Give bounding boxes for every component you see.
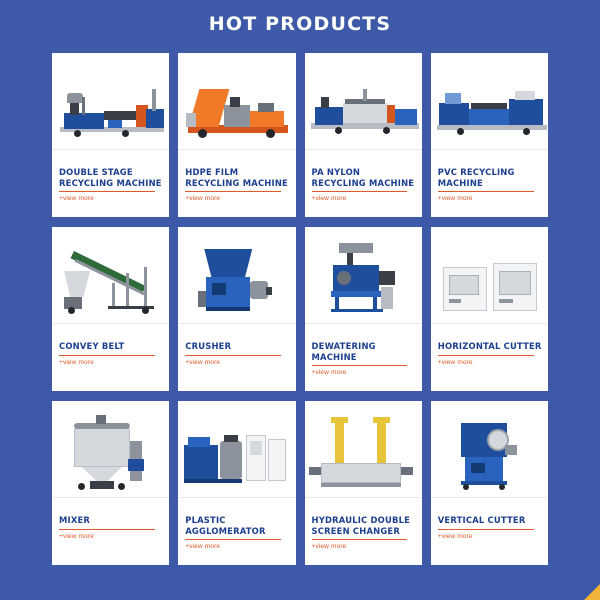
product-info bbox=[52, 160, 169, 217]
product-card bbox=[305, 53, 422, 217]
product-title: VERTICAL CUTTER bbox=[437, 515, 526, 525]
dewatering-machine-photo bbox=[305, 227, 422, 334]
product-info bbox=[305, 334, 422, 391]
product-info bbox=[305, 160, 422, 217]
product-title: PA NYLON RECYCLING MACHINE bbox=[311, 167, 415, 188]
product-card[interactable] bbox=[431, 227, 548, 391]
product-card[interactable] bbox=[305, 227, 422, 391]
title-divider bbox=[312, 539, 408, 540]
view-more-link[interactable]: +view more bbox=[185, 195, 221, 202]
title-divider bbox=[185, 355, 281, 356]
mixer-photo bbox=[52, 401, 169, 508]
product-info bbox=[52, 334, 169, 391]
title-divider bbox=[59, 529, 155, 530]
page-title: HOT PRODUCTS bbox=[208, 13, 392, 35]
title-divider bbox=[59, 355, 155, 356]
view-more-link[interactable]: +view more bbox=[59, 195, 94, 202]
product-grid bbox=[12, 39, 588, 565]
product-title: HORIZONTAL CUTTER bbox=[437, 341, 542, 351]
product-card[interactable] bbox=[52, 401, 169, 565]
hydraulic-double-screen-changer-photo bbox=[305, 401, 422, 508]
product-card[interactable] bbox=[52, 227, 169, 391]
view-more-link[interactable]: +view more bbox=[311, 369, 347, 376]
horizontal-cutter-photo bbox=[431, 227, 548, 334]
hdpe-film-recycling-machine-photo bbox=[178, 53, 295, 160]
product-card[interactable] bbox=[305, 401, 422, 565]
view-more-link[interactable]: +view more bbox=[59, 532, 94, 540]
product-card[interactable] bbox=[178, 53, 295, 217]
vertical-cutter-photo bbox=[431, 401, 548, 508]
product-info bbox=[178, 334, 295, 391]
double-stage-recycling-machine-photo bbox=[52, 53, 169, 160]
plastic-agglomerator-photo bbox=[178, 401, 295, 508]
product-title: HYDRAULIC DOUBLE SCREEN CHANGER bbox=[311, 515, 411, 536]
view-more-link[interactable]: +view more bbox=[437, 358, 473, 366]
title-divider bbox=[312, 365, 408, 366]
product-title: MIXER bbox=[59, 515, 91, 525]
product-info bbox=[431, 160, 548, 217]
product-title: DEWATERING MACHINE bbox=[311, 341, 376, 362]
view-more-link[interactable]: +view more bbox=[59, 358, 94, 366]
pvc-recycling-machine-photo bbox=[431, 53, 548, 160]
product-title: DOUBLE STAGE RECYCLING MACHINE bbox=[59, 167, 162, 188]
product-card[interactable] bbox=[52, 53, 169, 217]
title-divider bbox=[438, 191, 534, 192]
title-divider bbox=[185, 191, 281, 192]
product-title: PLASTIC AGGLOMERATOR bbox=[185, 515, 266, 536]
title-divider bbox=[438, 529, 534, 530]
title-divider bbox=[59, 191, 155, 192]
product-card[interactable] bbox=[178, 401, 295, 565]
title-divider bbox=[438, 355, 534, 356]
product-title: CONVEY BELT bbox=[59, 341, 125, 351]
view-more-link[interactable]: +view more bbox=[437, 195, 473, 202]
product-card[interactable] bbox=[431, 401, 548, 565]
product-title: HDPE FILM RECYCLING MACHINE bbox=[185, 167, 288, 188]
convey-belt-photo bbox=[52, 227, 169, 334]
pa-nylon-recycling-machine-photo bbox=[305, 53, 422, 160]
product-card[interactable] bbox=[178, 227, 295, 391]
view-more-link[interactable]: +view more bbox=[311, 195, 347, 202]
title-divider bbox=[185, 539, 281, 540]
corner-watermark bbox=[584, 584, 600, 600]
product-info bbox=[431, 334, 548, 391]
view-more-link[interactable]: +view more bbox=[437, 532, 473, 540]
view-more-link[interactable]: +view more bbox=[311, 543, 347, 550]
product-info bbox=[178, 160, 295, 217]
product-info bbox=[178, 508, 295, 565]
product-title: PVC RECYCLING MACHINE bbox=[437, 167, 515, 188]
product-info bbox=[305, 508, 422, 565]
product-info bbox=[431, 508, 548, 565]
product-info bbox=[52, 508, 169, 565]
view-more-link[interactable]: +view more bbox=[185, 358, 221, 366]
crusher-photo bbox=[178, 227, 295, 334]
product-card[interactable] bbox=[431, 53, 548, 217]
view-more-link[interactable]: +view more bbox=[185, 543, 221, 550]
product-title: CRUSHER bbox=[185, 341, 232, 351]
title-divider bbox=[312, 191, 408, 192]
